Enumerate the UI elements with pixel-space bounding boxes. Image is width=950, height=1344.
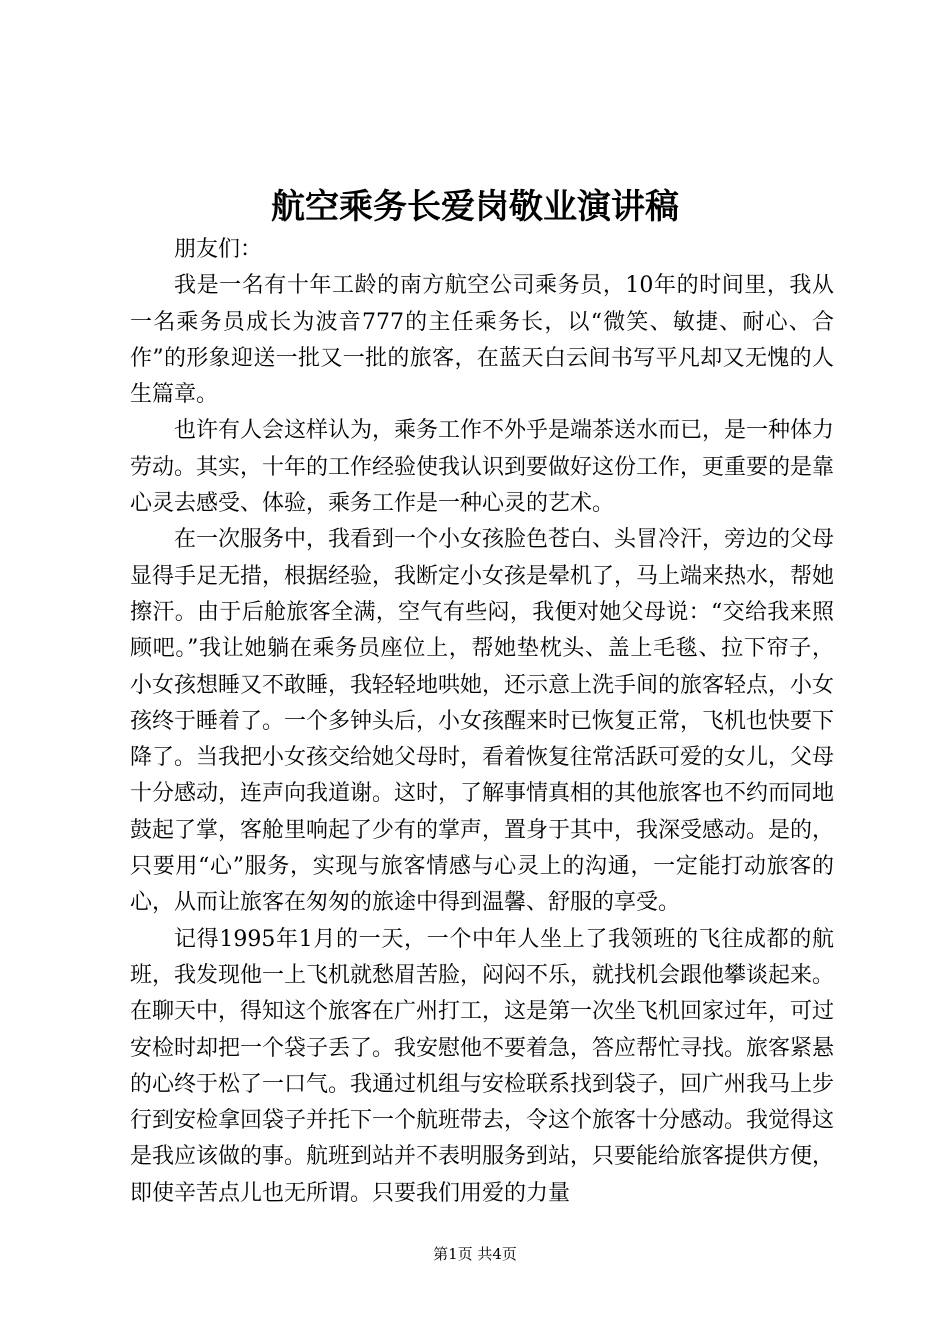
document-body [130, 232, 834, 1212]
paragraph-greeting: 朋友们： [174, 237, 263, 262]
document-title: 航空乘务长爱岗敬业演讲稿 [271, 187, 679, 227]
paragraph-passenger-story: 记得1995年1月的一天，一个中年人坐上了我领班的飞往成都的航班，我发现他一上飞机就愁眉苦脸，闷闷不乐，就找机会跟他攀谈起来。在聊天中，得知这个旅客在广州打工，这是第一次坐飞机回家过年，可过安检时却把一个袋子丢了。我安慰他不要着急，答应帮忙寻找。旅客紧悬的心终于松了一口气。我通过机组与安检联系找到袋子，回广州我马上步行到安检拿回袋子并托下一个航班带去，令这个旅客十分感动。我觉得这是我应该做的事。航班到站并不表明服务到站，只要能给旅客提供方便，即使辛苦点儿也无所谓。只要我们用爱的力量 [130, 926, 835, 1206]
page-footer: 第1页 共4页 [433, 1245, 517, 1263]
paragraph-work-view: 也许有人会这样认为，乘务工作不外乎是端茶送水而已，是一种体力劳动。其实，十年的工作经验使我认识到要做好这份工作，更重要的是靠心灵去感受、体验，乘务工作是一种心灵的艺术。 [130, 418, 835, 517]
paragraph-introduction: 我是一名有十年工龄的南方航空公司乘务员，10年的时间里，我从一名乘务员成长为波音777的主任乘务长，以“微笑、敏捷、耐心、合作”的形象迎送一批又一批的旅客，在蓝天白云间书写平凡却又无愧的人生篇章。 [130, 273, 834, 408]
paragraph-girl-story: 在一次服务中，我看到一个小女孩脸色苍白、头冒冷汗，旁边的父母显得手足无措，根据经验，我断定小女孩是晕机了，马上端来热水，帮她擦汗。由于后舱旅客全满，空气有些闷，我便对她父母说：“交给我来照顾吧。”我让她躺在乘务员座位上，帮她垫枕头、盖上毛毯、拉下帘子，小女孩想睡又不敢睡，我轻轻地哄她，还示意上洗手间的旅客轻点，小女孩终于睡着了。一个多钟头后，小女孩醒来时已恢复正常，飞机也快要下降了。当我把小女孩交给她父母时，看着恢复往常活跃可爱的女儿，父母十分感动，连声向我道谢。这时，了解事情真相的其他旅客也不约而同地鼓起了掌，客舱里响起了少有的掌声，置身于其中，我深受感动。是的，只要用“心”服务，实现与旅客情感与心灵上的沟通，一定能打动旅客的心，从而让旅客在匆匆的旅途中得到温馨、舒服的享受。 [130, 527, 835, 916]
